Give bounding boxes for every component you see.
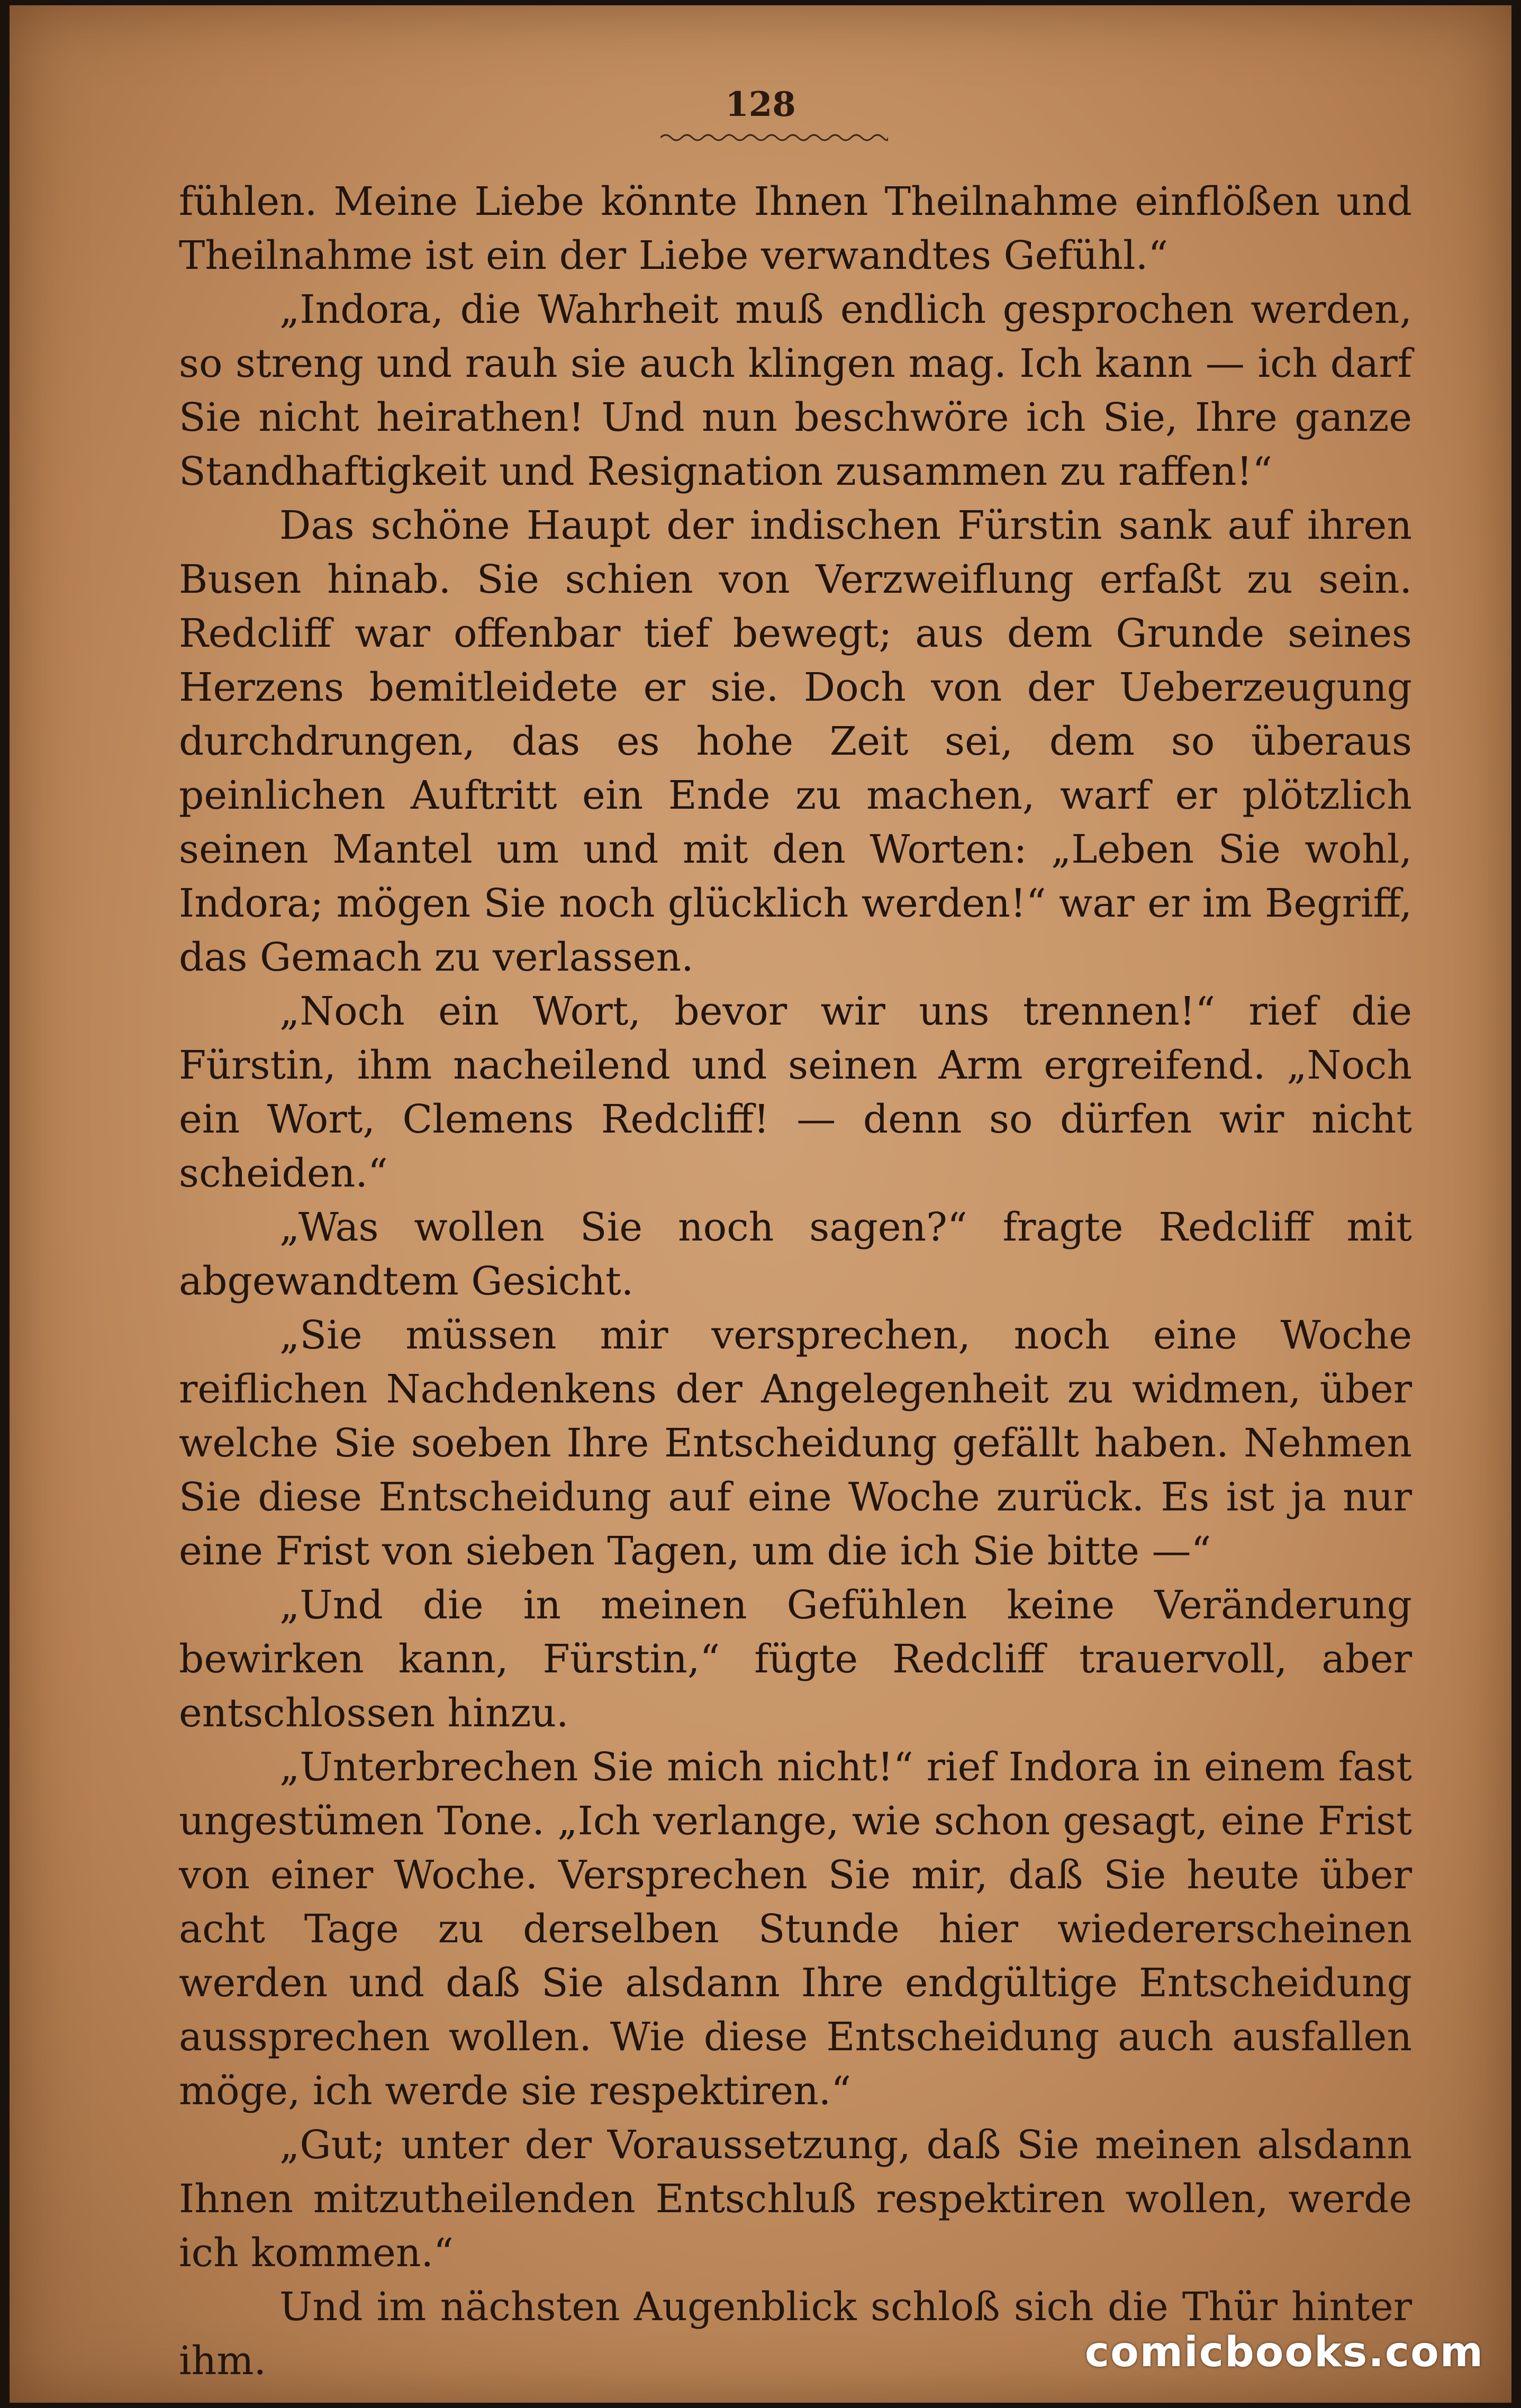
watermark-text: comicbooks.com: [1084, 2329, 1484, 2376]
paragraph: Und im nächsten Augenblick schloß sich die Thür hinter ihm.: [179, 2284, 1412, 2384]
paragraph: „Unterbrechen Sie mich nicht!“ rief Indora in einem fast ungestümen Tone. „Ich verlange, wie schon gesagt, eine Frist von einer Woche. Versprechen Sie mir, daß Sie heute über acht Tage zu derselben Stunde hier wiedererscheinen werden und daß Sie alsdann Ihre endgültige Entscheidung aussprechen wollen. Wie diese Entscheidung auch ausfallen möge, ich werde sie respektiren.“: [179, 1744, 1412, 2114]
paragraph: „Sie müssen mir versprechen, noch eine Woche reiflichen Nachdenkens der Angelegenheit zu widmen, über welche Sie soeben Ihre Entscheidung gefällt haben. Nehmen Sie diese Entscheidung auf eine Woche zurück. Es ist ja nur eine Frist von sieben Tagen, um die ich Sie bitte —“: [179, 1312, 1412, 1574]
paragraph: Das schöne Haupt der indischen Fürstin sank auf ihren Busen hinab. Sie schien von Verzweiflung erfaßt zu sein. Redcliff war offenbar tief bewegt; aus dem Grunde seines Herzens bemitleidete er sie. Doch von der Ueberzeugung durchdrungen, das es hohe Zeit sei, dem so überaus peinlichen Auftritt ein Ende zu machen, warf er plötzlich seinen Mantel um und mit den Worten: „Leben Sie wohl, Indora; mögen Sie noch glücklich werden!“ war er im Begriff, das Gemach zu verlassen.: [179, 503, 1412, 980]
body-text: [179, 175, 1412, 2388]
book-page: [10, 5, 1511, 2403]
paragraph: „Indora, die Wahrheit muß endlich gesprochen werden, so streng und rauh sie auch klingen mag. Ich kann — ich darf Sie nicht heirathen! Und nun beschwöre ich Sie, Ihre ganze Standhaftigkeit und Resignation zusammen zu raffen!“: [179, 287, 1412, 494]
paragraph: „Gut; unter der Voraussetzung, daß Sie meinen alsdann Ihnen mitzutheilenden Entschluß respektiren wollen, werde ich kommen.“: [179, 2122, 1412, 2276]
paragraph: „Was wollen Sie noch sagen?“ fragte Redcliff mit abgewandtem Gesicht.: [179, 1205, 1412, 1304]
paragraph: „Und die in meinen Gefühlen keine Veränderung bewirken kann, Fürstin,“ fügte Redcliff trauervoll, aber entschlossen hinzu.: [179, 1582, 1412, 1736]
paragraph: fühlen. Meine Liebe könnte Ihnen Theilnahme einflößen und Theilnahme ist ein der Liebe verwandtes Gefühl.“: [179, 179, 1412, 278]
paragraph: „Noch ein Wort, bevor wir uns trennen!“ rief die Fürstin, ihm nacheilend und seinen Arm ergreifend. „Noch ein Wort, Clemens Redcliff! — denn so dürfen wir nicht scheiden.“: [179, 989, 1412, 1196]
page-number: 128: [725, 85, 796, 124]
ornament-divider: [660, 131, 888, 144]
